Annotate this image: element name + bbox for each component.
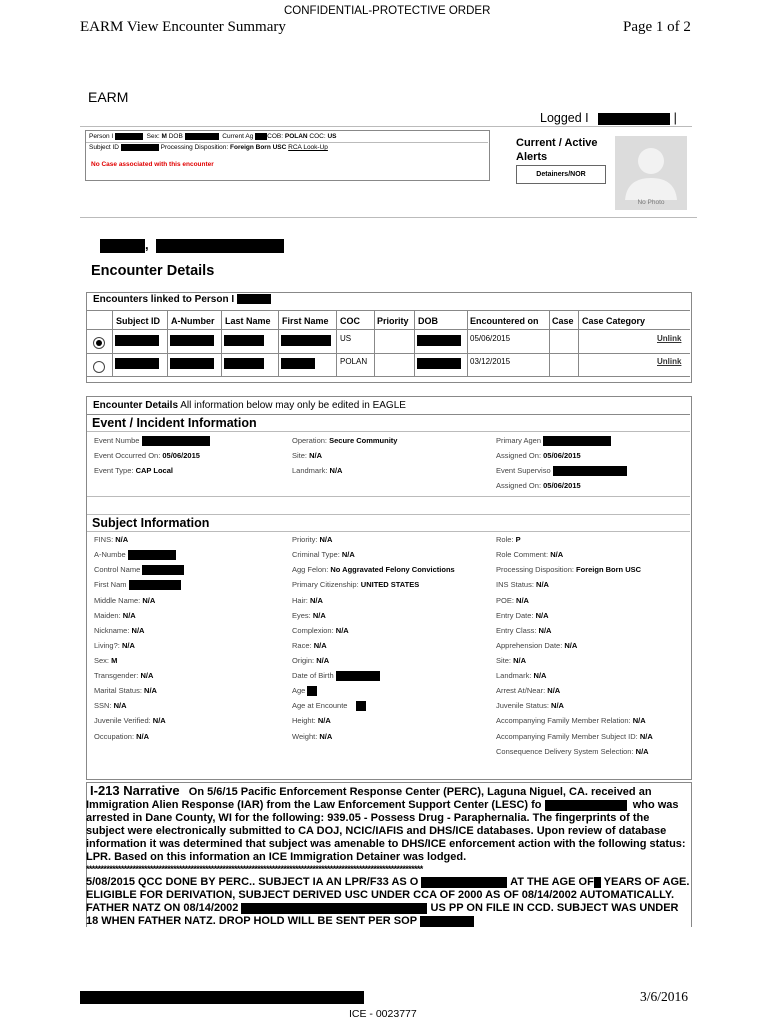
redaction bbox=[170, 358, 214, 369]
redaction bbox=[128, 550, 176, 560]
divider bbox=[87, 353, 690, 354]
a-number-field: A-Numbe bbox=[94, 550, 176, 560]
hair-field: Hair: N/A bbox=[292, 596, 323, 605]
redaction bbox=[417, 335, 461, 346]
redaction bbox=[224, 335, 264, 346]
divider bbox=[467, 311, 468, 376]
narrative-separator: ******************************************************************************************************************** bbox=[86, 864, 423, 874]
site-field: Site: N/A bbox=[292, 451, 323, 460]
maiden-field: Maiden: N/A bbox=[94, 611, 136, 620]
transgender-field: Transgender: N/A bbox=[94, 671, 154, 680]
race-field: Race: N/A bbox=[292, 641, 327, 650]
narrative-p2-line-2: ELIGIBLE FOR DERIVATION, SUBJECT DERIVED USC UNDER CCA OF 2000 AS OF 08/14/2002 AUTOMATICALLY. bbox=[86, 889, 674, 901]
person-summary-line2: Subject ID Processing Disposition: Foreign Born USC RCA Look-Up bbox=[89, 144, 328, 152]
confidential-label: CONFIDENTIAL-PROTECTIVE ORDER bbox=[284, 5, 491, 17]
living-field: Living?: N/A bbox=[94, 641, 135, 650]
redaction bbox=[336, 671, 380, 681]
ins-status-field: INS Status: N/A bbox=[496, 580, 549, 589]
family-subject-id-field: Accompanying Family Member Subject ID: N/A bbox=[496, 732, 653, 741]
weight-field: Weight: N/A bbox=[292, 732, 333, 741]
unlink-link[interactable]: Unlink bbox=[657, 334, 682, 343]
redaction bbox=[553, 466, 627, 476]
divider bbox=[80, 126, 692, 127]
col-header-a-number: A-Number bbox=[171, 316, 215, 326]
col-header-last-name: Last Name bbox=[225, 316, 271, 326]
role-field: Role: P bbox=[496, 535, 521, 544]
linked-encounters-title: Encounters linked to Person I bbox=[93, 294, 271, 305]
redaction bbox=[142, 565, 184, 575]
redaction bbox=[281, 335, 331, 346]
primary-citizenship-field: Primary Citizenship: UNITED STATES bbox=[292, 580, 420, 589]
redaction bbox=[129, 580, 181, 590]
juvenile-status-field: Juvenile Status: N/A bbox=[496, 701, 564, 710]
bates-number: ICE - 0023777 bbox=[349, 1008, 417, 1020]
landmark-field: Landmark: N/A bbox=[292, 466, 343, 475]
details-note: Encounter Details All information below may only be edited in EAGLE bbox=[93, 400, 406, 411]
entry-class-field: Entry Class: N/A bbox=[496, 626, 552, 635]
divider bbox=[87, 496, 690, 497]
priority-field: Priority: N/A bbox=[292, 535, 333, 544]
photo-placeholder bbox=[615, 136, 687, 210]
subject-name: , bbox=[100, 237, 284, 253]
assigned-on-field: Assigned On: 05/06/2015 bbox=[496, 451, 581, 460]
document-title: EARM View Encounter Summary bbox=[80, 19, 286, 35]
row-encountered-on: 03/12/2015 bbox=[470, 357, 511, 366]
narrative-line-6: LPR. Based on this information an ICE Immigration Detainer was lodged. bbox=[86, 851, 467, 863]
narrative-line-4: subject were electronically submitted to CA DOJ, NCIC/IAFIS and DHS/ICE databases. Upon review of database bbox=[86, 825, 667, 837]
divider bbox=[87, 514, 690, 515]
redaction bbox=[421, 877, 507, 888]
operation-field: Operation: Secure Community bbox=[292, 436, 398, 445]
divider bbox=[167, 311, 168, 376]
detainers-nor-button[interactable]: Detainers/NOR bbox=[516, 165, 606, 184]
middle-name-field: Middle Name: N/A bbox=[94, 596, 156, 605]
fins-field: FINS: N/A bbox=[94, 535, 129, 544]
divider bbox=[578, 311, 579, 376]
apprehension-date-field: Apprehension Date: N/A bbox=[496, 641, 578, 650]
marital-status-field: Marital Status: N/A bbox=[94, 686, 157, 695]
col-header-first-name: First Name bbox=[282, 316, 329, 326]
narrative-p2-line-4: 18 WHEN FATHER NATZ. DROP HOLD WILL BE SENT PER SOP bbox=[86, 915, 474, 928]
control-name-field: Control Name bbox=[94, 565, 184, 575]
divider bbox=[87, 414, 690, 415]
primary-agent-field: Primary Agen bbox=[496, 436, 611, 446]
redaction bbox=[255, 133, 267, 140]
ssn-field: SSN: N/A bbox=[94, 701, 127, 710]
juvenile-verified-field: Juvenile Verified: N/A bbox=[94, 716, 166, 725]
event-number-field: Event Numbe bbox=[94, 436, 210, 446]
cds-selection-field: Consequence Delivery System Selection: N/A bbox=[496, 747, 649, 756]
divider bbox=[87, 376, 690, 377]
redaction bbox=[420, 916, 474, 927]
divider bbox=[374, 311, 375, 376]
person-summary-line1: Person I Sex: M DOB Current Ag COB: POLAN COC: US bbox=[89, 133, 337, 141]
first-name-field: First Nam bbox=[94, 580, 181, 590]
no-photo-caption: No Photo bbox=[637, 199, 665, 206]
eyes-field: Eyes: N/A bbox=[292, 611, 326, 620]
app-logo: EARM bbox=[88, 89, 129, 105]
entry-date-field: Entry Date: N/A bbox=[496, 611, 549, 620]
redaction bbox=[115, 358, 159, 369]
height-field: Height: N/A bbox=[292, 716, 331, 725]
divider bbox=[112, 311, 113, 376]
event-supervisor-field: Event Superviso bbox=[496, 466, 627, 476]
divider bbox=[86, 142, 488, 143]
redaction bbox=[156, 239, 284, 253]
divider bbox=[221, 311, 222, 376]
narrative-line-3: arrested in Dane County, WI for the following: 939.05 - Possess Drug - Paraphernalia. The fingerprints of the bbox=[86, 812, 650, 824]
logged-in-indicator: Logged I | bbox=[540, 111, 677, 125]
redaction bbox=[356, 701, 366, 711]
divider bbox=[336, 311, 337, 376]
col-header-dob: DOB bbox=[418, 316, 438, 326]
redaction bbox=[543, 436, 611, 446]
redaction bbox=[115, 335, 159, 346]
age-at-encounter-field: Age at Encounte bbox=[292, 701, 366, 711]
narrative-line-2: Immigration Alien Response (IAR) from the Law Enforcement Support Center (LESC) fo who was bbox=[86, 799, 679, 811]
narrative-heading: I-213 Narrative bbox=[90, 783, 180, 798]
narrative-line-5: information it was determined that subject was amenable to DHS/ICE enforcement action with the following status: bbox=[86, 838, 686, 850]
row-encountered-on: 05/06/2015 bbox=[470, 334, 511, 343]
divider bbox=[87, 431, 690, 432]
col-header-subject-id: Subject ID bbox=[116, 316, 161, 326]
encounter-details-heading: Encounter Details bbox=[91, 263, 215, 279]
divider bbox=[414, 311, 415, 376]
subject-info-heading: Subject Information bbox=[92, 516, 210, 530]
narrative-p2-line-3: FATHER NATZ ON 08/14/2002 US PP ON FILE IN CCD. SUBJECT WAS UNDER bbox=[86, 902, 679, 914]
col-header-case-category: Case Category bbox=[582, 316, 646, 326]
landmark-field: Landmark: N/A bbox=[496, 671, 547, 680]
redaction bbox=[281, 358, 315, 369]
col-header-encountered-on: Encountered on bbox=[470, 316, 539, 326]
redaction bbox=[237, 294, 271, 304]
divider bbox=[549, 311, 550, 376]
redaction bbox=[170, 335, 214, 346]
assigned-on-field: Assigned On: 05/06/2015 bbox=[496, 481, 581, 490]
event-type-field: Event Type: CAP Local bbox=[94, 466, 173, 475]
redaction bbox=[224, 358, 264, 369]
redaction bbox=[100, 239, 145, 253]
family-relation-field: Accompanying Family Member Relation: N/A bbox=[496, 716, 646, 725]
age-field: Age bbox=[292, 686, 317, 696]
divider bbox=[87, 310, 690, 311]
divider bbox=[278, 311, 279, 376]
redaction bbox=[115, 133, 143, 140]
no-case-message: No Case associated with this encounter bbox=[91, 161, 214, 168]
agg-felon-field: Agg Felon: No Aggravated Felony Convictions bbox=[292, 565, 455, 574]
divider bbox=[87, 329, 690, 330]
unlink-link[interactable]: Unlink bbox=[657, 357, 682, 366]
col-header-case: Case bbox=[552, 316, 574, 326]
arrest-at-near-field: Arrest At/Near: N/A bbox=[496, 686, 561, 695]
date-of-birth-field: Date of Birth bbox=[292, 671, 380, 681]
alerts-title: Current / Active Alerts bbox=[516, 137, 598, 163]
redaction bbox=[417, 358, 461, 369]
complexion-field: Complexion: N/A bbox=[292, 626, 349, 635]
redaction bbox=[241, 903, 427, 914]
redaction bbox=[545, 800, 627, 811]
occupation-field: Occupation: N/A bbox=[94, 732, 150, 741]
poe-field: POE: N/A bbox=[496, 596, 529, 605]
row-coc: POLAN bbox=[340, 357, 368, 366]
site-field: Site: N/A bbox=[496, 656, 527, 665]
event-occurred-field: Event Occurred On: 05/06/2015 bbox=[94, 451, 200, 460]
col-header-priority: Priority bbox=[377, 316, 409, 326]
row-select-radio[interactable] bbox=[93, 361, 105, 373]
narrative-line-1: I-213 Narrative On 5/6/15 Pacific Enforcement Response Center (PERC), Laguna Niguel, CA. received an bbox=[90, 783, 652, 798]
col-header-coc: COC bbox=[340, 316, 360, 326]
row-select-radio[interactable] bbox=[93, 337, 105, 349]
footer-date: 3/6/2016 bbox=[640, 989, 689, 1004]
divider bbox=[87, 531, 690, 532]
page-number: Page 1 of 2 bbox=[623, 19, 691, 35]
event-info-heading: Event / Incident Information bbox=[92, 416, 257, 430]
logged-label: Logged I bbox=[540, 111, 589, 125]
redaction bbox=[594, 877, 601, 888]
criminal-type-field: Criminal Type: N/A bbox=[292, 550, 355, 559]
origin-field: Origin: N/A bbox=[292, 656, 330, 665]
nickname-field: Nickname: N/A bbox=[94, 626, 145, 635]
redaction bbox=[598, 113, 670, 125]
role-comment-field: Role Comment: N/A bbox=[496, 550, 564, 559]
row-coc: US bbox=[340, 334, 352, 343]
redaction bbox=[185, 133, 219, 140]
divider bbox=[80, 217, 697, 218]
rca-lookup-link[interactable]: RCA Look-Up bbox=[288, 144, 328, 152]
redaction bbox=[142, 436, 210, 446]
redaction bbox=[307, 686, 317, 696]
redaction bbox=[80, 991, 364, 1004]
redaction bbox=[121, 144, 159, 151]
processing-disposition-field: Processing Disposition: Foreign Born USC bbox=[496, 565, 642, 574]
sex-field: Sex: M bbox=[94, 656, 118, 665]
narrative-p2-line-1: 5/08/2015 QCC DONE BY PERC.. SUBJECT IA AN LPR/F33 AS O AT THE AGE OF YEARS OF AGE. bbox=[86, 876, 690, 888]
